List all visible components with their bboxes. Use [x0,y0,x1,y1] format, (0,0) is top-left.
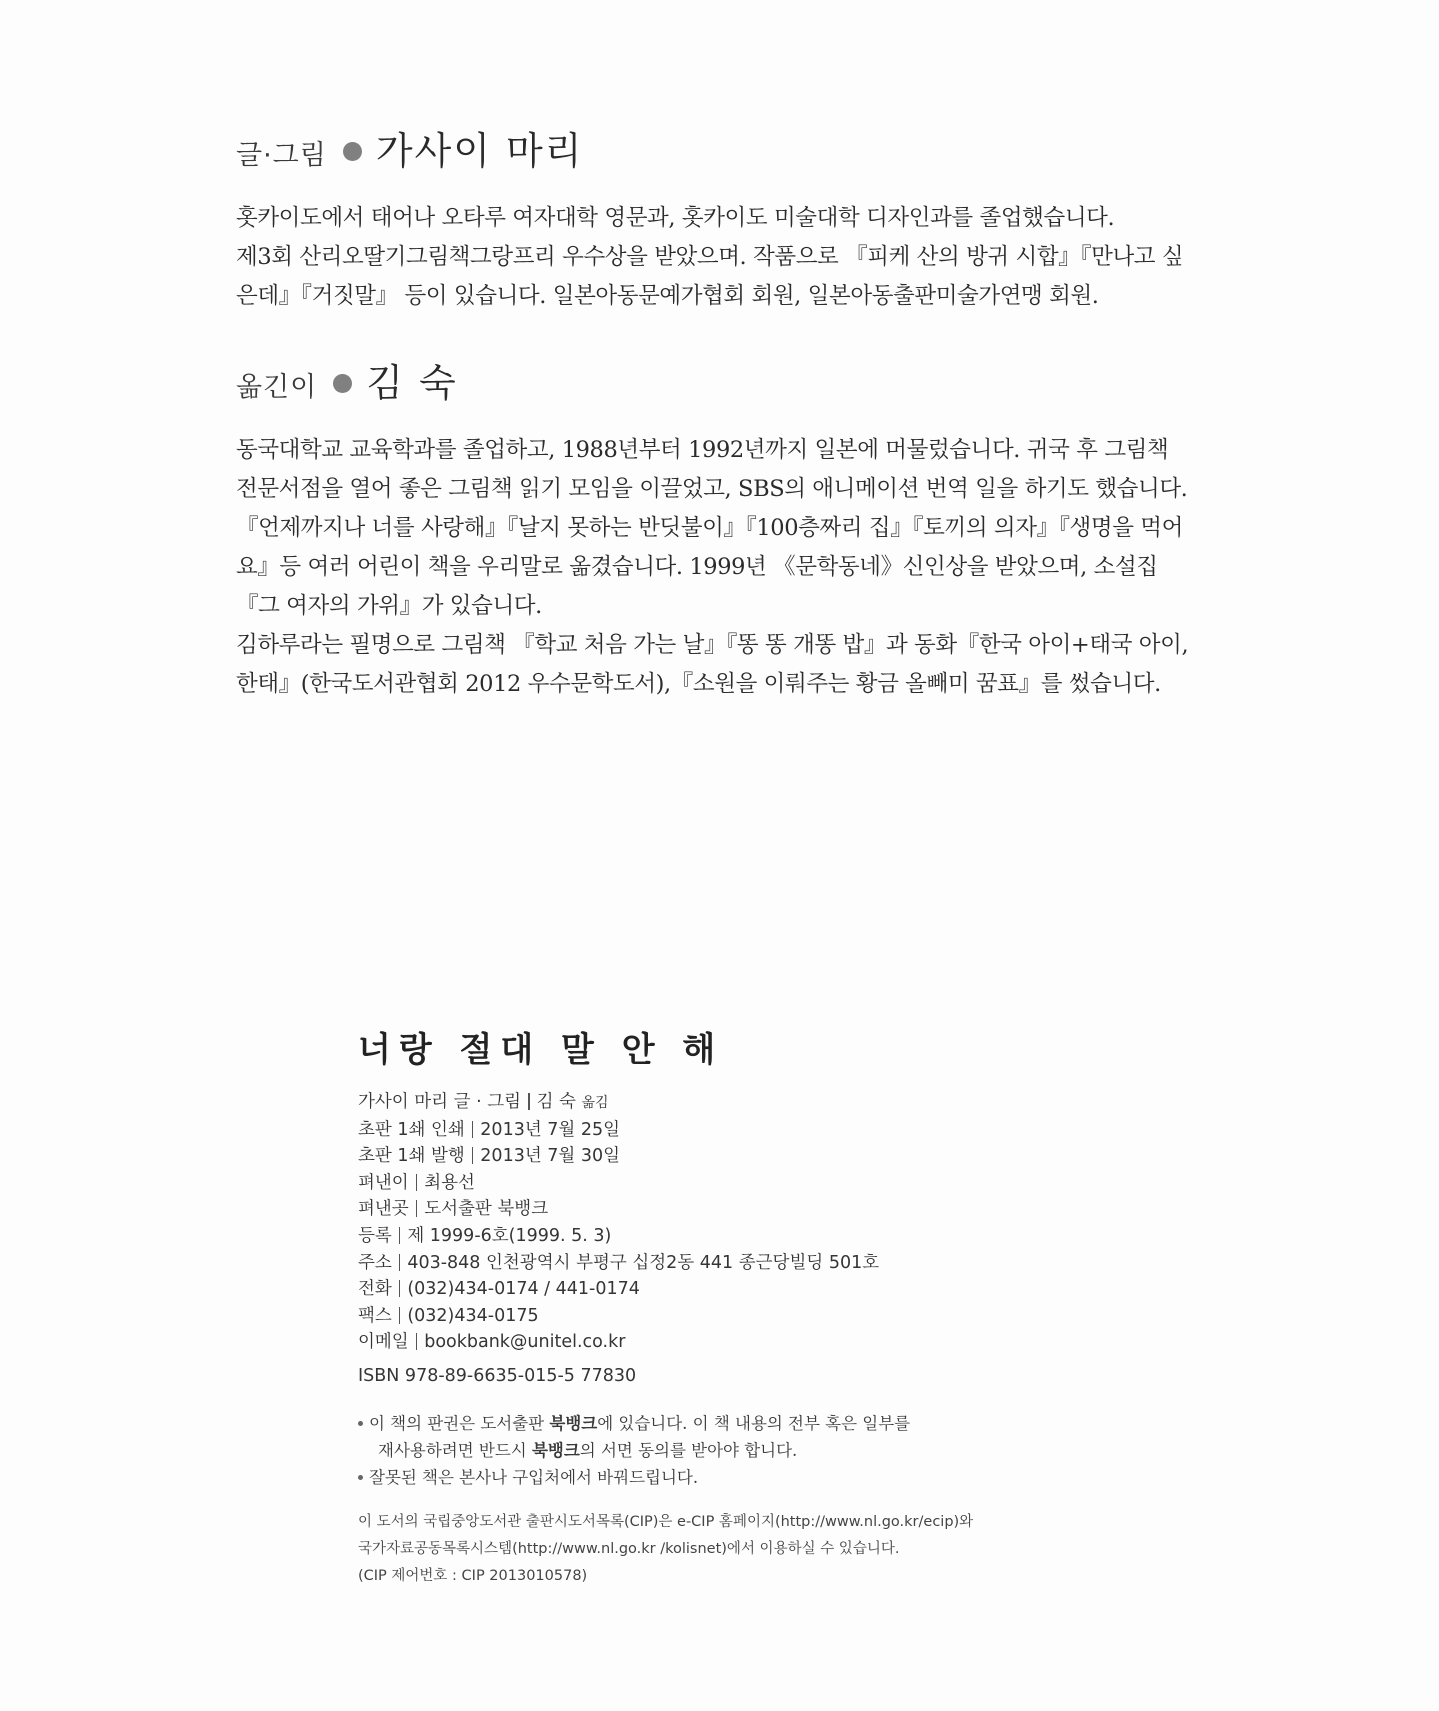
info-label: 팩스 [358,1305,392,1326]
separator-bar [399,1227,401,1244]
author-role: 글·그림 [236,140,327,171]
separator-bar [399,1254,401,1271]
reuse-notice: 재사용하려면 반드시 북뱅크의 서면 동의를 받아야 합니다. [378,1440,798,1460]
author-heading [236,120,1196,175]
cip-line: (CIP 제어번호 : CIP 2013010578) [358,1567,588,1584]
bio-line: 제3회 산리오딸기그림책그랑프리 우수상을 받았으며. 작품으로 『피케 산의 방귀 시합』『만나고 싶 [236,244,1184,270]
translator-bio [236,431,1196,704]
bio-line: 홋카이도에서 태어나 오타루 여자대학 영문과, 홋카이도 미술대학 디자인과를 졸업했습니다. [236,205,1115,231]
info-label: 전화 [358,1279,392,1300]
translator-section [236,352,1196,704]
bullet-icon [358,1475,363,1480]
book-title: 너랑 절대 말 안 해 [358,1030,724,1070]
info-label: 초판 1쇄 인쇄 [358,1119,465,1140]
separator-bar [399,1280,401,1297]
bio-line: 한태』(한국도서관협회 2012 우수문학도서),『소원을 이뤄주는 황금 올빼미 꿈표』를 썼습니다. [236,671,1161,697]
info-label: 초판 1쇄 발행 [358,1146,465,1167]
info-value: bookbank@unitel.co.kr [424,1332,626,1353]
info-label: 등록 [358,1225,392,1246]
cip-info [358,1509,1058,1590]
credit-translator: 김 숙 [536,1092,576,1112]
info-value: 403-848 인천광역시 부평구 십정2동 441 종근당빌딩 501호 [407,1252,880,1273]
bio-line: 『언제까지나 너를 사랑해』『날지 못하는 반딧불이』『100층짜리 집』『토끼의 의자』『생명을 먹어 [236,515,1183,541]
bio-line: 동국대학교 교육학과를 졸업하고, 1988년부터 1992년까지 일본에 머물렀습니다. 귀국 후 그림책 [236,437,1169,463]
info-row [358,1329,1058,1356]
bio-line: 김하루라는 필명으로 그림책 『학교 처음 가는 날』『똥 똥 개똥 밥』과 동화『한국 아이+태국 아이, [236,632,1189,658]
publisher-name: 북뱅크 [531,1440,580,1460]
info-value: 최용선 [424,1172,475,1193]
info-value: 제 1999-6호(1999. 5. 3) [407,1225,612,1246]
publisher-name: 북뱅크 [549,1413,598,1433]
author-name: 가사이 마리 [375,129,584,173]
colophon [358,1022,1058,1590]
info-row [358,1250,1058,1277]
translator-name: 김 숙 [366,361,458,405]
bullet-dot-icon [343,142,362,161]
info-label: 주소 [358,1252,392,1273]
copyright-notice: 이 책의 판권은 도서출판 북뱅크에 있습니다. 이 책 내용의 전부 혹은 일부를 [358,1410,1058,1437]
info-label: 이메일 [358,1332,409,1353]
credit-row [358,1089,1058,1117]
notices [358,1410,1058,1491]
bullet-dot-icon [333,374,352,393]
separator-bar [472,1121,474,1138]
info-label: 펴낸이 [358,1172,409,1193]
separator-bar [416,1333,418,1350]
info-row [358,1303,1058,1330]
separator-bar [399,1307,401,1324]
bullet-icon [358,1421,363,1426]
info-row [358,1143,1058,1170]
info-value: 2013년 7월 30일 [480,1146,621,1167]
info-value: 2013년 7월 25일 [480,1119,621,1140]
info-rows [358,1117,1058,1356]
author-bio [236,199,1196,316]
info-row [358,1117,1058,1144]
info-row [358,1223,1058,1250]
exchange-notice: 잘못된 책은 본사나 구입처에서 바꿔드립니다. [358,1464,1058,1491]
info-value: (032)434-0174 / 441-0174 [407,1279,640,1300]
info-label: 펴낸곳 [358,1199,409,1220]
bio-line: 요』등 여러 어린이 책을 우리말로 옮겼습니다. 1999년 《문학동네》신인상을 받았으며, 소설집 [236,554,1158,580]
translator-role: 옮긴이 [236,372,318,403]
separator-bar [528,1093,530,1110]
info-row [358,1276,1058,1303]
credit-translator-suffix: 옮김 [581,1095,609,1111]
info-row [358,1196,1058,1223]
cip-line: 국가자료공동목록시스템(http://www.nl.go.kr /kolisnet)에서 이용하실 수 있습니다. [358,1540,900,1557]
credit-author: 가사이 마리 글 · 그림 [358,1092,522,1112]
bio-line: 은데』『거짓말』 등이 있습니다. 일본아동문예가협회 회원, 일본아동출판미술가연맹 회원. [236,283,1099,309]
info-value: 도서출판 북뱅크 [424,1199,549,1220]
bio-line: 전문서점을 열어 좋은 그림책 읽기 모임을 이끌었고, SBS의 애니메이션 번역 일을 하기도 했습니다. [236,476,1188,502]
bio-line: 『그 여자의 가위』가 있습니다. [236,593,542,619]
separator-bar [416,1174,418,1191]
translator-heading [236,352,1196,407]
separator-bar [472,1147,474,1164]
info-row [358,1170,1058,1197]
separator-bar [416,1200,418,1217]
isbn: ISBN 978-89-6635-015-5 77830 [358,1365,637,1386]
author-section [236,120,1196,316]
cip-line: 이 도서의 국립중앙도서관 출판시도서목록(CIP)은 e-CIP 홈페이지(http://www.nl.go.kr/ecip)와 [358,1513,974,1530]
info-value: (032)434-0175 [407,1305,539,1326]
